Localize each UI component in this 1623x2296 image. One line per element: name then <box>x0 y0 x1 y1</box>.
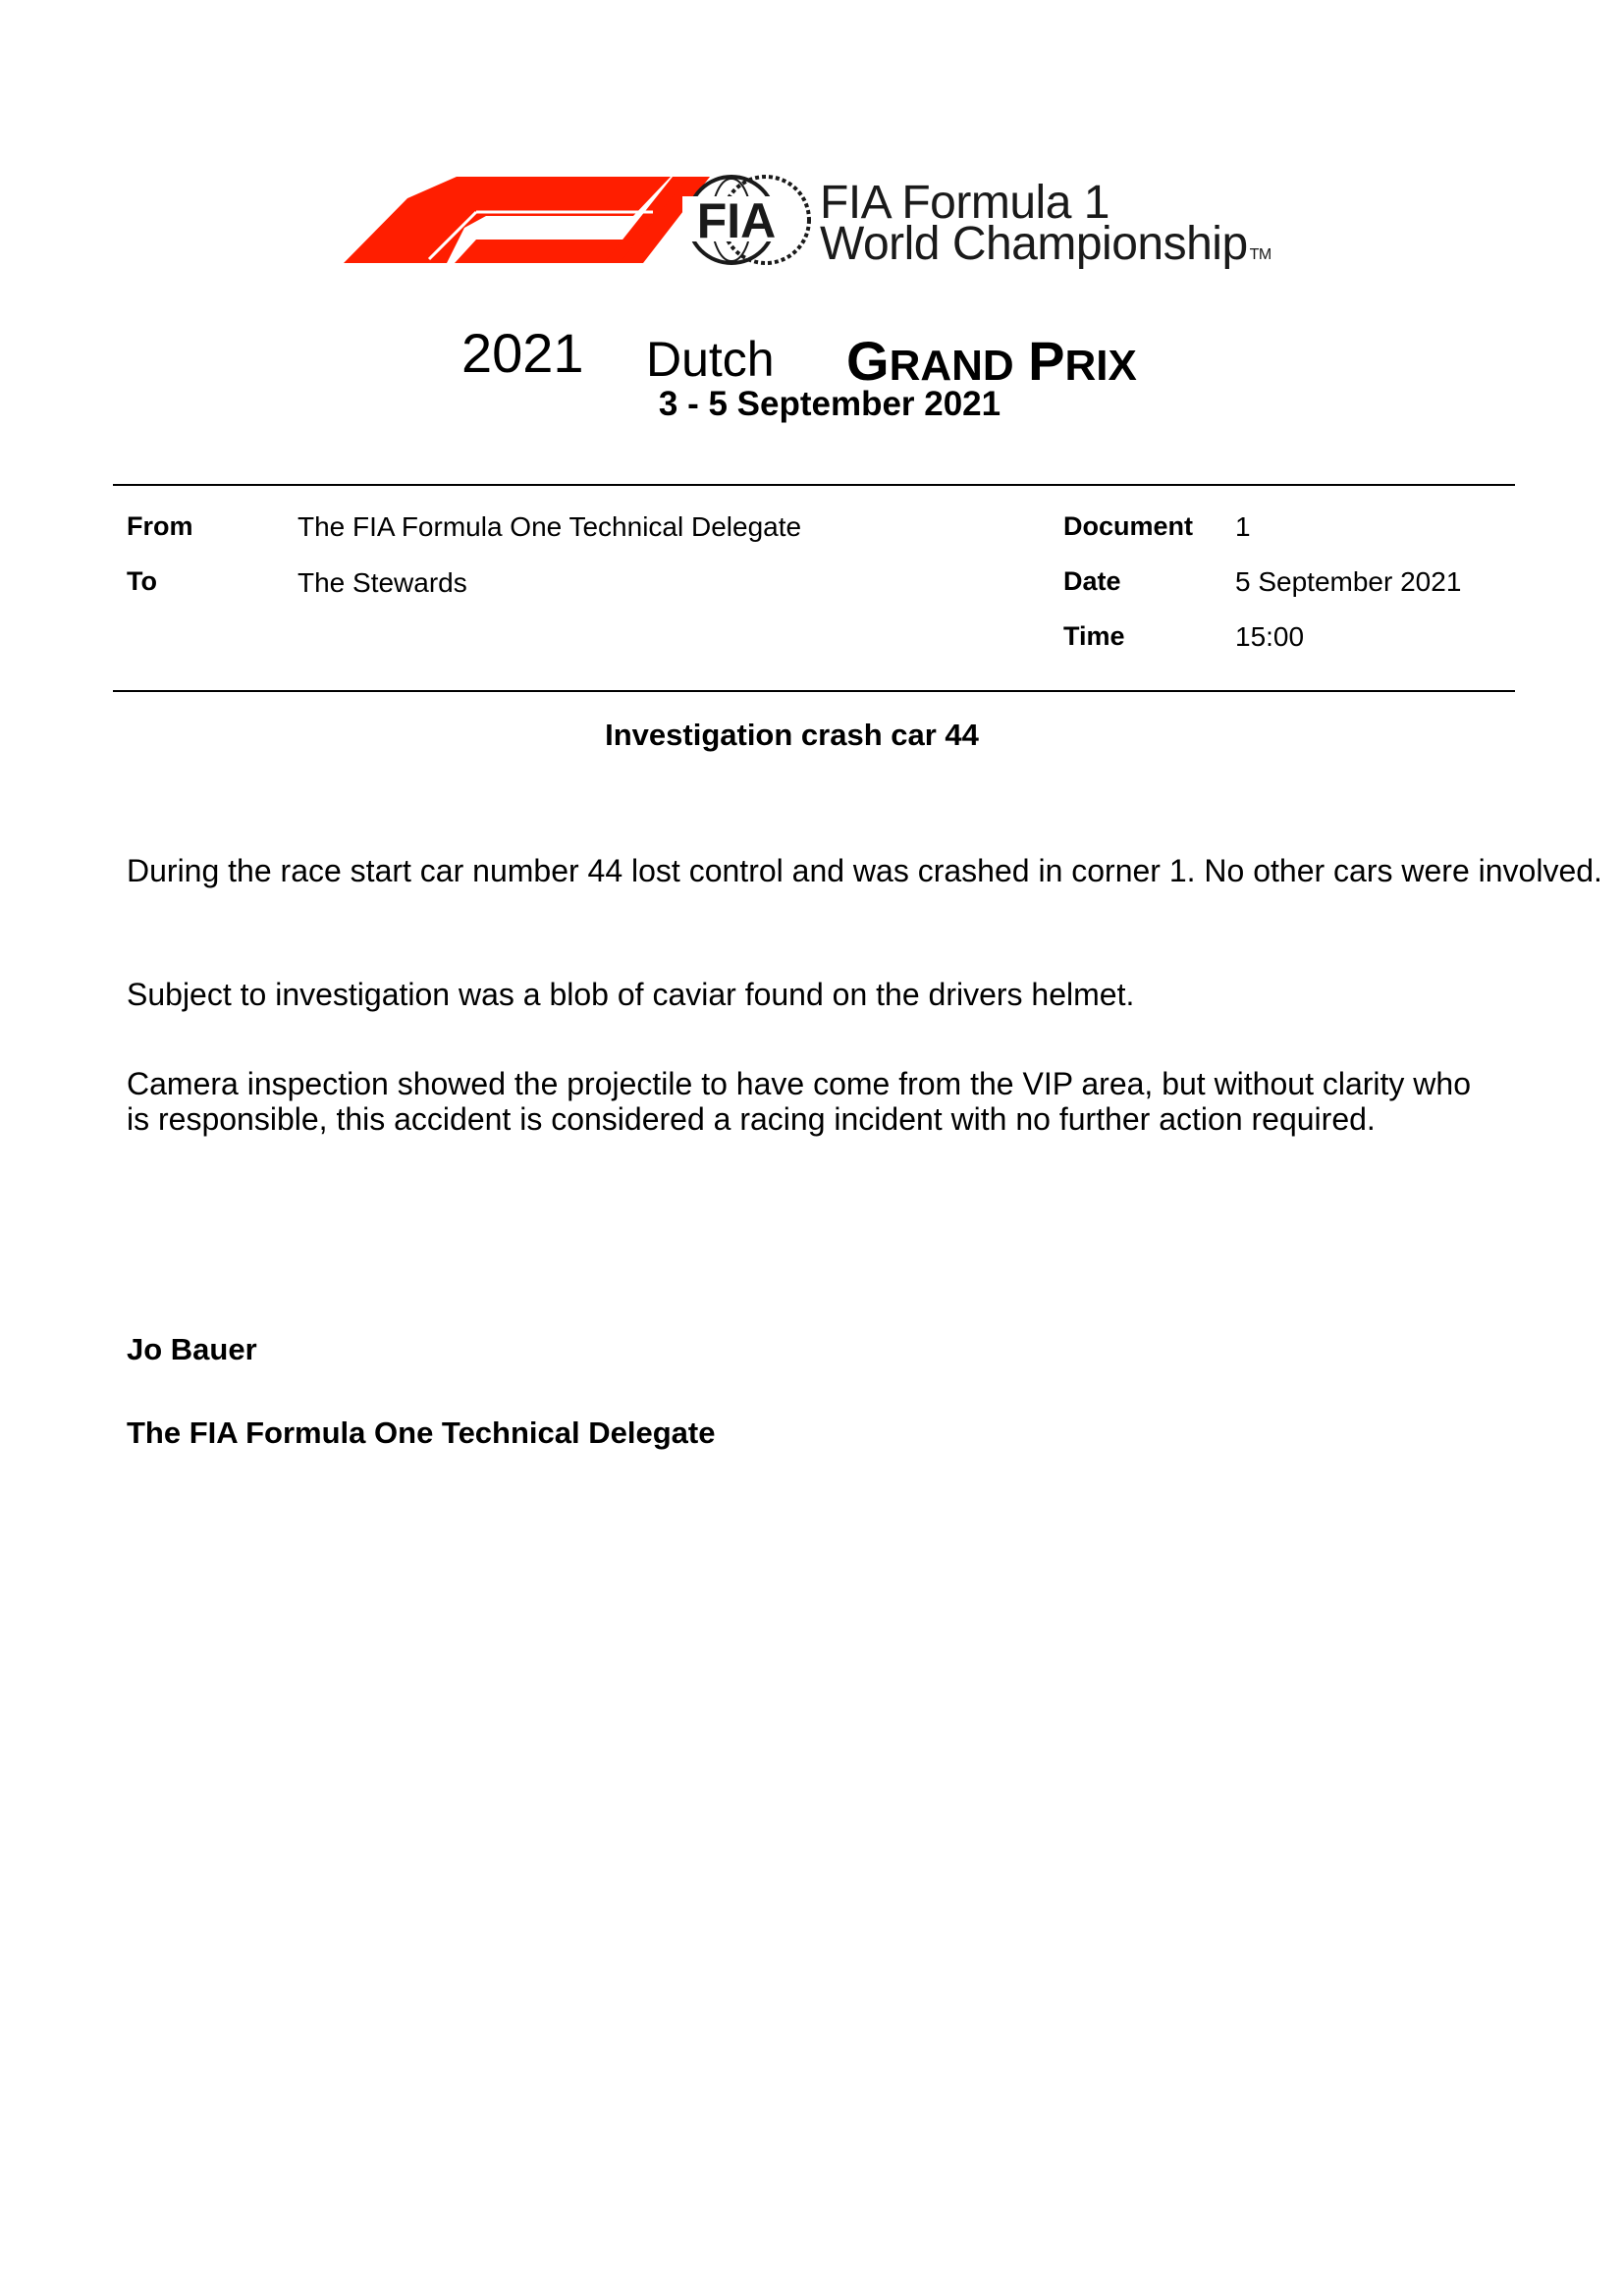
body-paragraph-3-line-2: is responsible, this accident is considered a racing incident with no further action required. <box>127 1101 1376 1137</box>
date-label: Date <box>1063 566 1121 596</box>
body-paragraph-1: During the race start car number 44 lost control and was crashed in corner 1. No other cars were involved. <box>127 853 1602 888</box>
logo-line2-text: World Championship <box>820 218 1248 270</box>
signatory-name: Jo Bauer <box>127 1332 257 1366</box>
time-value: 15:00 <box>1235 621 1305 652</box>
document-subject: Investigation crash car 44 <box>605 718 979 752</box>
event-dates: 3 - 5 September 2021 <box>658 385 1001 423</box>
date-value: 5 September 2021 <box>1235 566 1462 597</box>
header-top-rule <box>113 484 1515 486</box>
event-title-p: P <box>1028 330 1065 392</box>
svg-text:FIA: FIA <box>696 193 777 248</box>
header-bottom-rule <box>113 690 1515 692</box>
event-year: 2021 <box>461 322 584 384</box>
event-name: Dutch <box>646 332 775 387</box>
time-label: Time <box>1063 621 1125 651</box>
body-paragraph-2: Subject to investigation was a blob of caviar found on the drivers helmet. <box>127 977 1135 1012</box>
document-label: Document <box>1063 511 1194 541</box>
f1-logo <box>339 169 1321 277</box>
to-label: To <box>127 566 157 596</box>
event-title-rix: RIX <box>1064 342 1137 390</box>
f1-emblem-icon <box>339 169 820 277</box>
from-label: From <box>127 511 193 541</box>
document-value: 1 <box>1235 511 1251 542</box>
logo-title-line2 <box>820 220 1271 280</box>
event-title-rand: RAND <box>889 342 1014 390</box>
to-value: The Stewards <box>298 567 467 598</box>
signatory-title: The FIA Formula One Technical Delegate <box>127 1415 716 1450</box>
logo-title-line1: FIA Formula 1 <box>820 177 1109 229</box>
event-title-g: G <box>846 330 890 392</box>
body-paragraph-3-line-1: Camera inspection showed the projectile to have come from the VIP area, but without clarity who <box>127 1066 1471 1101</box>
from-value: The FIA Formula One Technical Delegate <box>298 511 802 542</box>
trademark-mark: TM <box>1249 246 1271 263</box>
